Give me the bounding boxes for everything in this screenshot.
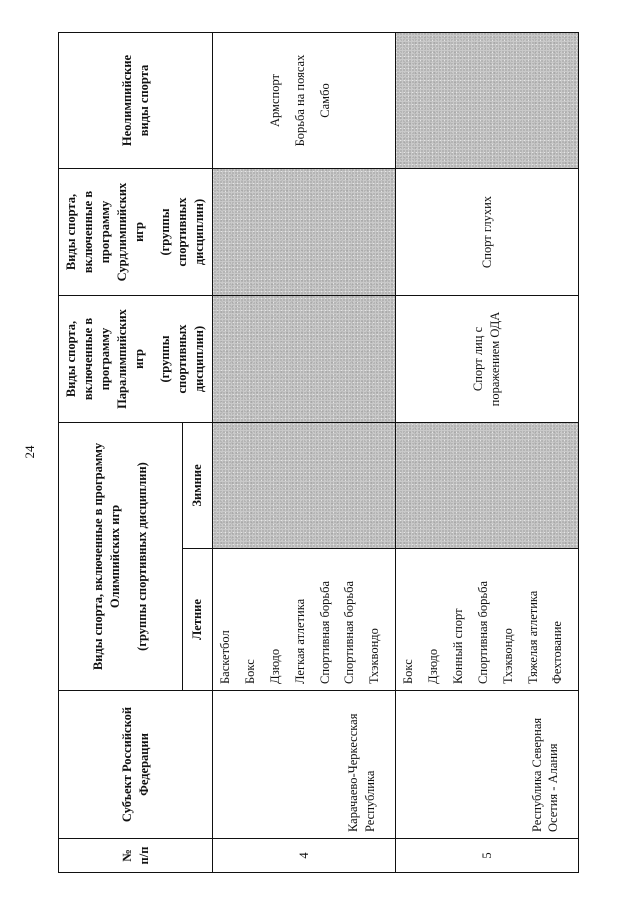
header-num: № п/п	[59, 839, 213, 873]
header-paralympic-sub: (группы спортивных дисциплин)	[158, 324, 207, 394]
row-non-olympic-list	[213, 33, 396, 169]
header-paralympic	[59, 296, 213, 423]
table-container	[58, 33, 565, 873]
list-item: Легкая атлетика	[292, 598, 307, 684]
list-item: Самбо	[317, 83, 332, 118]
list-item: Борьба на поясах	[292, 54, 307, 147]
row-non-olympic-shaded	[396, 33, 579, 169]
list-item: Фехтование	[550, 621, 565, 684]
table-row	[396, 33, 579, 873]
header-paralympic-title: Виды спорта, включенные в программу Паралимпийских игр	[64, 309, 146, 409]
list-item: Бокс	[242, 659, 257, 684]
list-item: Спортивная борьба	[317, 581, 332, 684]
sports-table	[58, 32, 579, 873]
header-subject: Субъект Российской Федерации	[59, 691, 213, 839]
header-deaflympic-title: Виды спорта, включенные в программу Сурдлимпийских игр	[64, 182, 146, 282]
list-item: Спортивная борьба	[342, 581, 357, 684]
row-winter-shaded	[213, 423, 396, 549]
list-item: Тяжелая атлетика	[525, 590, 540, 684]
row-num: 5	[396, 839, 579, 873]
list-item: Тхэквондо	[367, 628, 382, 684]
header-olympic	[59, 423, 183, 691]
list-item: Бокс	[401, 659, 416, 684]
row-summer-list	[213, 549, 396, 691]
list-item: Баскетбол	[218, 630, 232, 684]
table-row	[213, 33, 396, 873]
row-num: 4	[213, 839, 396, 873]
row-summer-list	[396, 549, 579, 691]
row-winter-shaded	[396, 423, 579, 549]
header-olympic-sub: (группы спортивных дисциплин)	[135, 462, 150, 651]
header-deaflympic	[59, 169, 213, 296]
row-subject: Республика Северная Осетия - Алания	[396, 691, 579, 839]
row-deaflympic: Спорт глухих	[396, 169, 579, 296]
row-paralympic: Спорт лиц с поражением ОДА	[396, 296, 579, 423]
header-summer: Летние	[183, 549, 213, 691]
list-item: Армспорт	[267, 73, 282, 128]
list-item: Конный спорт	[450, 608, 465, 684]
header-non-olympic: Неолимпийские виды спорта	[59, 33, 213, 169]
page-number: 24	[22, 445, 37, 459]
header-deaflympic-sub: (группы спортивных дисциплин)	[158, 197, 207, 267]
header-olympic-title: Виды спорта, включенные в программу Олимпийских игр	[91, 442, 123, 671]
row-paralympic-shaded	[213, 296, 396, 423]
list-item: Дзюдо	[267, 648, 282, 684]
header-winter: Зимние	[183, 423, 213, 549]
list-item: Тхэквондо	[500, 628, 515, 684]
row-deaflympic-shaded	[213, 169, 396, 296]
row-subject: Карачаево-Черкесская Республика	[213, 691, 396, 839]
list-item: Дзюдо	[426, 648, 440, 684]
list-item: Спортивная борьба	[475, 581, 490, 684]
